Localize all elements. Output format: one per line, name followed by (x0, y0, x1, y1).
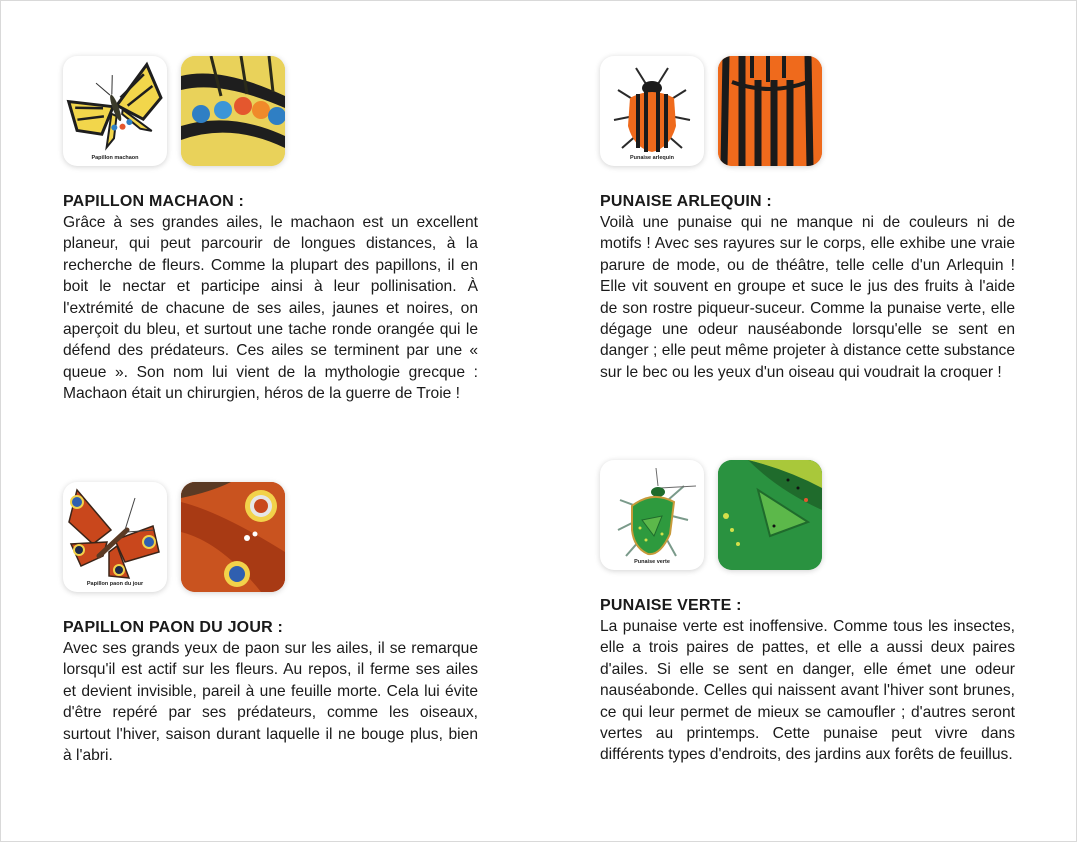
image-pair (600, 56, 1015, 168)
swallowtail-wing-detail-icon (181, 56, 285, 166)
detail-card (181, 482, 285, 592)
image-pair (600, 460, 1015, 572)
entry-title: PAPILLON PAON DU JOUR : (63, 619, 284, 636)
illustration-card (63, 56, 167, 166)
entry-title: PUNAISE VERTE : (600, 597, 742, 614)
illustration-card (600, 56, 704, 166)
entry-title: PAPILLON MACHAON : (63, 193, 245, 210)
peacock-eyespot-detail-icon (181, 482, 285, 592)
striped-shield-bug-icon (600, 56, 704, 166)
image-pair (63, 482, 478, 594)
illustration-card (600, 460, 704, 570)
detail-card (718, 56, 822, 166)
entry-body: Avec ses grands yeux de paon sur les ailes, il se remarque lorsqu'il est actif sur les fleurs. Au repos, il ferme ses ailes et devient invisible, pareil à une feuille morte. Cela lui évite d'être repéré par ses prédateurs, comme les oiseaux, surtout l'hiver, saison durant laquelle il ne bouge plus, bien à l'abri. (63, 640, 478, 765)
illustration-card (63, 482, 167, 592)
image-pair (63, 56, 478, 168)
striped-pattern-detail-icon (718, 56, 822, 166)
detail-card (718, 460, 822, 570)
illustration-caption: Punaise verte (634, 559, 670, 565)
green-shield-detail-icon (718, 460, 822, 570)
swallowtail-butterfly-icon (63, 56, 167, 166)
entry-body: Grâce à ses grandes ailes, le machaon est un excellent planeur, qui peut parcourir de longues distances, à la recherche de fleurs. Comme la plupart des papillons, il en boit le nectar et participe ainsi à leur pollinisation. À l'extrémité de chacune de ses ailes, jaunes et noires, on aperçoit du bleu, et surtout une tache ronde orangée qui le défend des prédateurs. Ces ailes se terminent par une « queue ». Son nom lui vient de la mythologie grecque : Machaon était un chirurgien, héros de la guerre de Troie ! (63, 214, 478, 403)
illustration-caption: Punaise arlequin (629, 155, 674, 161)
green-shield-bug-icon (600, 460, 704, 570)
peacock-butterfly-icon (63, 482, 167, 592)
illustration-caption: Papillon machaon (91, 155, 139, 161)
illustration-caption: Papillon paon du jour (86, 581, 144, 587)
entry-body: La punaise verte est inoffensive. Comme tous les insectes, elle a trois paires de pattes, et elle a aussi deux paires d'ailes. Si elle se sent en danger, elle émet une odeur nauséabonde. Celles qui naissent avant l'hiver sont brunes, ce qui leur permet de mieux se camoufler ; d'autres seront vertes au printemps. Cette punaise peut vivre dans différents types d'endroits, des jardins aux forêts de feuillus. (600, 618, 1015, 764)
entry-title: PUNAISE ARLEQUIN : (600, 193, 772, 210)
entry-body: Voilà une punaise qui ne manque ni de couleurs ni de motifs ! Avec ses rayures sur le corps, elle exhibe une vraie parure de mode, ou de théâtre, telle celle d'un Arlequin ! Elle vit souvent en groupe et suce le jus des fruits à l'aide de son rostre piqueur-suceur. Comme la punaise verte, elle dégage une odeur nauséabonde lorsqu'elle se sent en danger ; elle peut même projeter à distance cette substance sur le bec ou les yeux d'un oiseau qui voudrait la croquer ! (600, 214, 1015, 381)
entry-punaise-arlequin (600, 56, 1015, 383)
entry-punaise-verte (600, 460, 1015, 766)
detail-card (181, 56, 285, 166)
entry-papillon-machaon (63, 56, 478, 405)
entry-papillon-paon-du-jour (63, 482, 478, 766)
